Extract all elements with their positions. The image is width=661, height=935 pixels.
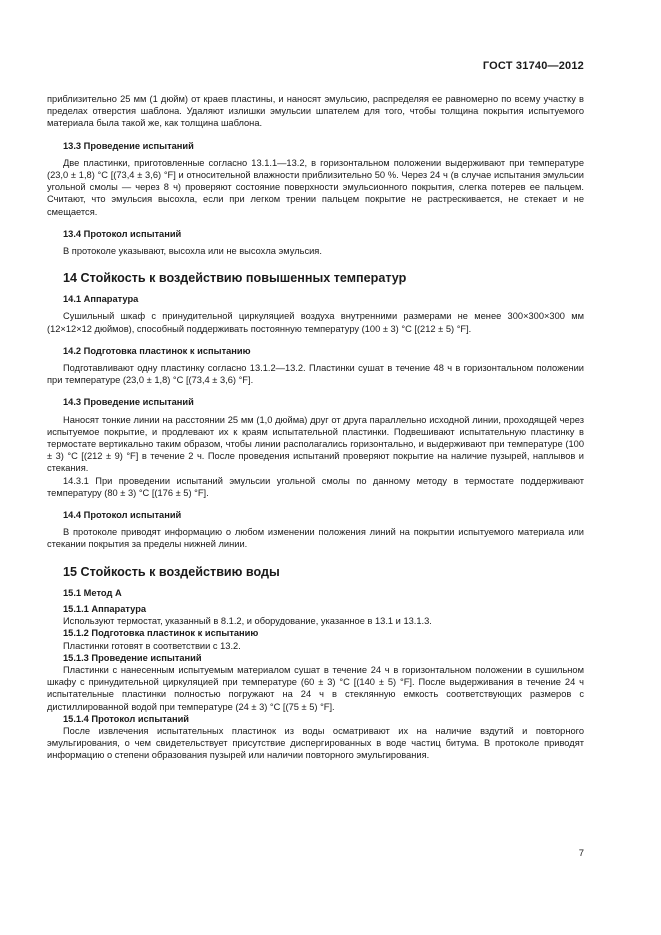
section-14-4-heading: 14.4 Протокол испытаний: [63, 510, 182, 521]
section-14-1-text: Сушильный шкаф с принудительной циркуляцией воздуха внутренними размерами не менее 300×300×300 мм (12×12×12 дюймов), способный поддерживать постоянную температуру (100 ± 3) °C [(212 ± 5) °F].: [47, 311, 584, 334]
section-14-heading: 14 Стойкость к воздействию повышенных температур: [63, 271, 407, 286]
section-15-1-4-heading: 15.1.4 Протокол испытаний: [63, 713, 190, 724]
section-15-1-1-heading: 15.1.1 Аппаратура: [63, 603, 147, 614]
section-14-2-text: Подготавливают одну пластинку согласно 13.1.2—13.2. Пластинки сушат в течение 48 ч в горизонтальном положении при температуре (23,0 ± 1,8) °C [(73,4 ± 3,6) °F].: [47, 363, 584, 386]
section-15-1-2-text: Пластинки готовят в соответствии с 13.2.: [63, 640, 241, 651]
document-body: [47, 93, 584, 762]
section-15-1-heading: 15.1 Метод А: [63, 587, 122, 598]
section-13-4-heading: 13.4 Протокол испытаний: [63, 228, 182, 239]
section-15-1-3-text: Пластинки с нанесенным испытуемым материалом сушат в течение 24 ч в горизонтальном положении в сушильном шкафу с принудительной циркуляцией при температуре (60 ± 3) °C [(140 ± 5) °F]. После выдерживания в течение 24 ч испытательные пластинки полностью погружают на 24 ч в стеклянную емкость соответствующих размеров с дистиллированной водой при температуре (24 ± 3) °C [(75 ± 5) °F].: [47, 664, 584, 712]
section-14-1-heading: 14.1 Аппаратура: [63, 294, 139, 305]
section-14-2-heading: 14.2 Подготовка пластинок к испытанию: [63, 345, 251, 356]
intro-paragraph: приблизительно 25 мм (1 дюйм) от краев пластины, и наносят эмульсию, распределяя ее равномерно по всему участку в пределах отверстия шаблона. Удаляют излишки эмульсии шпателем для того, чтобы толщина покрытия испытуемого материала была такой же, как толщина шаблона.: [47, 94, 584, 129]
section-15-1-2-heading: 15.1.2 Подготовка пластинок к испытанию: [63, 628, 259, 639]
section-15-heading: 15 Стойкость к воздействию воды: [63, 564, 280, 579]
section-13-3-heading: 13.3 Проведение испытаний: [63, 140, 194, 151]
section-15-1-4-text: После извлечения испытательных пластинок из воды осматривают их на наличие вздутий и повторного эмульгирования, о чем свидетельствует присутствие диспергированных в воде частиц битума. В протоколе приводят информацию о степени образования пузырей или наличии повторного эмульгирования.: [47, 725, 584, 761]
section-13-3-text: Две пластинки, приготовленные согласно 13.1.1—13.2, в горизонтальном положении выдерживают при температуре (23,0 ± 1,8) °C [(73,4 ± 3,6) °F] и относительной влажности приблизительно 50 %. Через 24 ч (в случае испытания эмульсии угольной смолы — через 8 ч) проверяют состояние поверхности эмульсионного покрытия, слегка потерев ее пальцем. Считают, что эмульсия высохла, если при легком трении пальцем покрытие не растрескивается, не стекает и не смещается.: [47, 157, 584, 217]
section-15-1-1-text: Используют термостат, указанный в 8.1.2, и оборудование, указанное в 13.1 и 13.1.3.: [63, 616, 432, 627]
document-header: ГОСТ 31740—2012: [482, 60, 584, 72]
document-page: [47, 0, 584, 935]
section-14-3-text: Наносят тонкие линии на расстоянии 25 мм (1,0 дюйма) друг от друга параллельно исходной линии, проходящей через испытуемое покрытие, и продлевают их к краям испытательной пластинки. Подвешивают испытательную пластинку в термостате вертикально таким образом, чтобы линии располагались горизонтально, и выдерживают при температуре (100 ± 3) °C [(212 ± 9) °F] в течение 2 ч. После проведения испытаний проверяют покрытие на наличие пузырей, наплывов и стекания.: [47, 414, 584, 474]
section-14-3-1-text: 14.3.1 При проведении испытаний эмульсии угольной смолы по данному методу в термостате поддерживают температуру (80 ± 3) °C [(176 ± 5) °F].: [47, 475, 584, 498]
section-15-1-3-heading: 15.1.3 Проведение испытаний: [63, 652, 202, 663]
section-14-3-heading: 14.3 Проведение испытаний: [63, 397, 194, 408]
section-13-4-text: В протоколе указывают, высохла или не высохла эмульсия.: [63, 246, 322, 257]
page-number: 7: [578, 848, 584, 859]
section-14-4-text: В протоколе приводят информацию о любом изменении положения линий на покрытии испытуемого материала или стекании покрытия за пределы нижней линии.: [47, 527, 584, 550]
